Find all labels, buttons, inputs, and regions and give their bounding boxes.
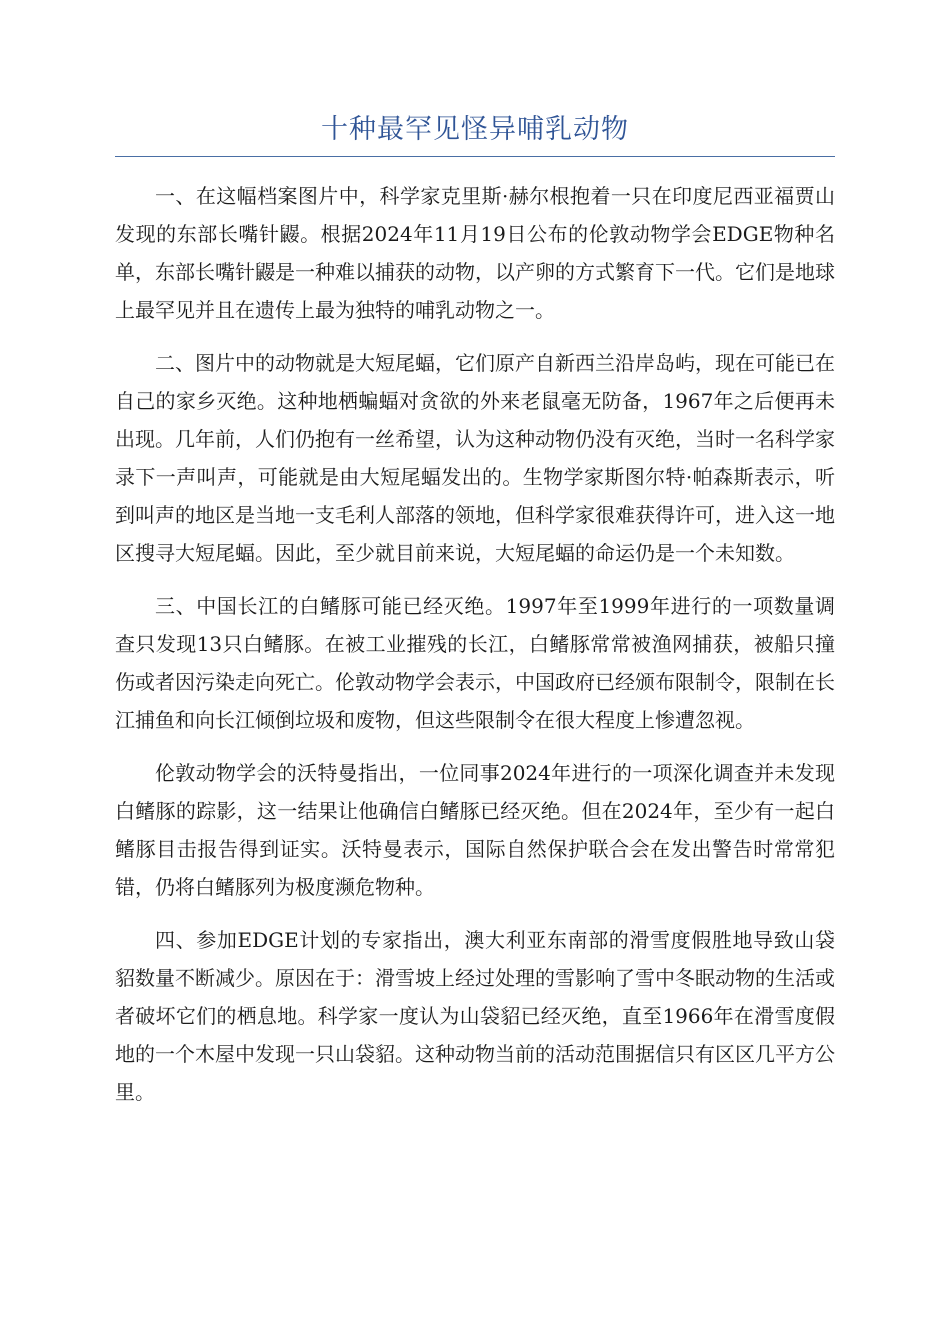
title-block xyxy=(115,112,835,157)
document-body xyxy=(115,177,835,1111)
document-title: 十种最罕见怪异哺乳动物 xyxy=(321,114,629,145)
paragraph-4: 伦敦动物学会的沃特曼指出，一位同事2024年进行的一项深化调查并未发现白鳍豚的踪影，这一结果让他确信白鳍豚已经灭绝。但在2024年，至少有一起白鳍豚目击报告得到证实。沃特曼表示，国际自然保护联合会在发出警告时常常犯错，仍将白鳍豚列为极度濒危物种。 xyxy=(115,761,835,899)
paragraph-1: 一、在这幅档案图片中，科学家克里斯·赫尔根抱着一只在印度尼西亚福贾山发现的东部长嘴针鼹。根据2024年11月19日公布的伦敦动物学会EDGE物种名单，东部长嘴针鼹是一种难以捕获的动物，以产卵的方式繁育下一代。它们是地球上最罕见并且在遗传上最为独特的哺乳动物之一。 xyxy=(115,184,835,322)
paragraph-5: 四、参加EDGE计划的专家指出，澳大利亚东南部的滑雪度假胜地导致山袋貂数量不断减少。原因在于：滑雪坡上经过处理的雪影响了雪中冬眠动物的生活或者破坏它们的栖息地。科学家一度认为山袋貂已经灭绝，直至1966年在滑雪度假地的一个木屋中发现一只山袋貂。这种动物当前的活动范围据信只有区区几平方公里。 xyxy=(115,928,835,1104)
paragraph-2: 二、图片中的动物就是大短尾蝠，它们原产自新西兰沿岸岛屿，现在可能已在自己的家乡灭绝。这种地栖蝙蝠对贪欲的外来老鼠毫无防备，1967年之后便再未出现。几年前，人们仍抱有一丝希望，认为这种动物仍没有灭绝，当时一名科学家录下一声叫声，可能就是由大短尾蝠发出的。生物学家斯图尔特·帕森斯表示，听到叫声的地区是当地一支毛利人部落的领地，但科学家很难获得许可，进入这一地区搜寻大短尾蝠。因此，至少就目前来说，大短尾蝠的命运仍是一个未知数。 xyxy=(115,351,835,565)
paragraph-3: 三、中国长江的白鳍豚可能已经灭绝。1997年至1999年进行的一项数量调查只发现13只白鳍豚。在被工业摧残的长江，白鳍豚常常被渔网捕获，被船只撞伤或者因污染走向死亡。伦敦动物学会表示，中国政府已经颁布限制令，限制在长江捕鱼和向长江倾倒垃圾和废物，但这些限制令在很大程度上惨遭忽视。 xyxy=(115,594,835,732)
document-page xyxy=(115,112,835,1126)
